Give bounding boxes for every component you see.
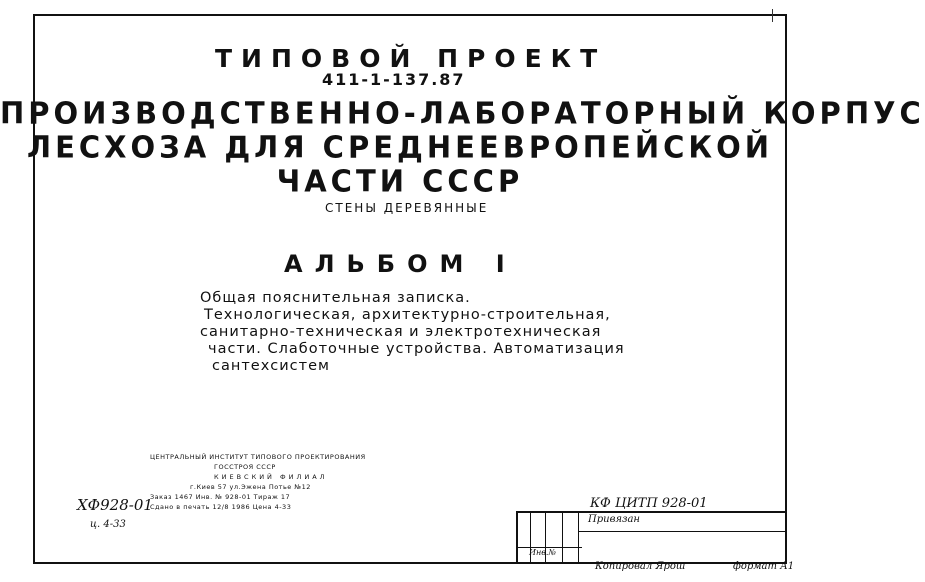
- project-code: 411-1-137.87: [322, 70, 466, 89]
- album-number: АЛЬБОМ I: [284, 250, 517, 278]
- corner-mark: [772, 9, 773, 22]
- stamp-line-4: г.Киев 57 ул.Эжена Потье №12: [190, 483, 311, 491]
- inventory-number: ХФ928-01: [77, 496, 153, 514]
- contents-line-5: сантехсистем: [212, 358, 330, 374]
- sheet-format: формат А1: [733, 561, 795, 572]
- title-block-inv: Инв.№: [529, 548, 557, 557]
- title-line-2: ЛЕСХОЗА ДЛЯ СРЕДНЕЕВРОПЕЙСКОЙ: [26, 129, 773, 165]
- copied-by: Копировал Ярош: [595, 561, 686, 572]
- stamp-line-5: Заказ 1467 Инв. № 928-01 Тираж 17: [150, 493, 291, 501]
- title-line-1: ПРОИЗВОДСТВЕННО-ЛАБОРАТОРНЫЙ КОРПУС: [0, 95, 925, 131]
- title-block-bound: Привязан: [588, 514, 641, 525]
- contents-line-4: части. Слаботочные устройства. Автоматизация: [208, 341, 625, 357]
- contents-line-1: Общая пояснительная записка.: [200, 290, 471, 306]
- stamp-line-1: ЦЕНТРАЛЬНЫЙ ИНСТИТУТ ТИПОВОГО ПРОЕКТИРОВАНИЯ: [150, 453, 366, 461]
- title-block-divider: [562, 511, 563, 564]
- stamp-line-2: ГОССТРОЯ СССР: [214, 463, 276, 471]
- title-block-divider: [578, 511, 579, 564]
- title-block-code: КФ ЦИТП 928-01: [590, 496, 708, 511]
- album-contents: [200, 290, 625, 375]
- contents-line-3: санитарно-техническая и электротехническая: [200, 324, 602, 340]
- price-note: ц. 4-33: [90, 519, 126, 530]
- title-block: [516, 511, 787, 564]
- title-line-3: ЧАСТИ СССР: [276, 163, 524, 199]
- subtitle: СТЕНЫ ДЕРЕВЯННЫЕ: [325, 201, 489, 215]
- title-block-rule: [578, 531, 787, 532]
- publisher-stamp: [150, 452, 366, 512]
- stamp-line-6: Сдано в печать 12/8 1986 Цена 4-33: [150, 503, 292, 511]
- contents-line-2: Технологическая, архитектурно-строительная,: [204, 307, 611, 323]
- stamp-line-3: КИЕВСКИЙ ФИЛИАЛ: [214, 473, 328, 481]
- project-label: ТИПОВОЙ ПРОЕКТ: [215, 44, 607, 73]
